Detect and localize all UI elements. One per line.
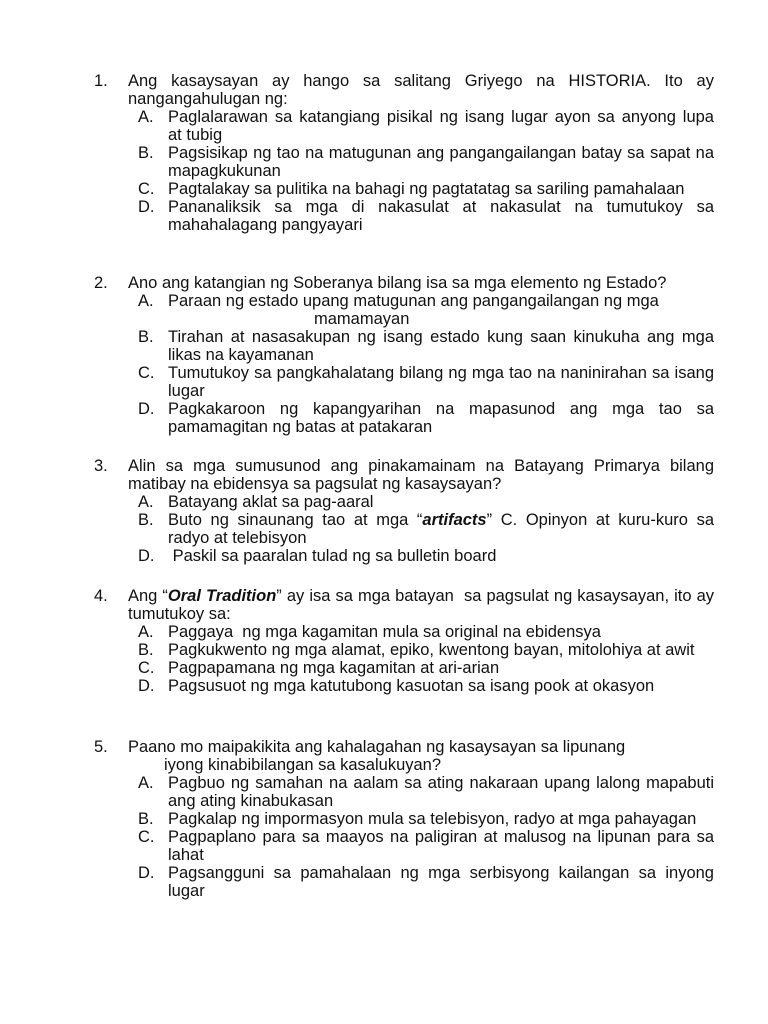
question-stem: Ang kasaysayan ay hango sa salitang Griyego na HISTORIA. Ito ay nangangahulugan ng: (128, 72, 714, 108)
choice-letter: C. (138, 180, 155, 198)
choice-text: Pagpapamana ng mga kagamitan at ari-arian (168, 659, 500, 677)
choice-letter: B. (138, 641, 154, 659)
choice-2a[interactable] (138, 292, 714, 328)
choice-1a[interactable] (138, 108, 751, 144)
choice-text: Pagsusuot ng mga katutubong kasuotan sa isang pook at okasyon (168, 677, 655, 695)
question-number: 4. (94, 587, 108, 605)
choice-2d[interactable] (138, 400, 714, 436)
choice-1b[interactable] (138, 144, 714, 180)
stem-line: Paano mo maipakikita ang kahalagahan ng kasaysayan sa lipunang (128, 738, 626, 756)
choice-1d[interactable] (138, 198, 714, 234)
choice-letter: D. (138, 400, 155, 418)
choice-letter: A. (138, 774, 154, 792)
choice-letter: D. (138, 547, 155, 565)
choice-4a[interactable] (138, 623, 714, 641)
choice-letter: B. (138, 328, 154, 346)
choice-text: Pagsisikap ng tao na matugunan ang pangangailangan batay sa sapat na mapagkukunan (168, 144, 714, 180)
choice-text-line: mamamayan (314, 310, 410, 328)
choice-letter: D. (138, 864, 155, 882)
choice-text: Pagsangguni sa pamahalaan ng mga serbisyong kailangan sa inyong lugar (168, 864, 714, 900)
choice-letter: A. (138, 623, 154, 641)
choice-5a[interactable] (138, 774, 714, 810)
question-2 (94, 274, 751, 436)
choice-text (168, 292, 714, 328)
question-4 (94, 587, 719, 695)
question-stem: Alin sa mga sumusunod ang pinakamainam na Batayang Primarya bilang matibay na ebidensya sa pagsulat ng kasaysayan? (128, 457, 714, 493)
choice-2b[interactable] (138, 328, 751, 364)
choice-text (168, 511, 714, 547)
choice-text: Pagpaplano para sa maayos na paligiran at malusog na lipunan para sa lahat (168, 828, 714, 864)
question-number: 3. (94, 457, 108, 475)
choice-letter: C. (138, 659, 155, 677)
choice-letter: B. (138, 511, 154, 529)
choice-5c[interactable] (138, 828, 714, 864)
choice-text: Tirahan at nasasakupan ng isang estado kung saan kinukuha ang mga likas na kayamanan (168, 328, 751, 364)
choice-text: Paggaya ng mga kagamitan mula sa original na ebidensya (168, 623, 601, 641)
choice-letter: A. (138, 493, 154, 511)
choice-4c[interactable] (138, 659, 714, 677)
choice-letter: A. (138, 108, 154, 126)
choice-2c[interactable] (138, 364, 714, 400)
question-stem (128, 587, 719, 623)
stem-post: ” ay isa sa mga batayan sa pagsulat ng kasaysayan, ito ay tumutukoy sa: (128, 587, 719, 623)
choice-text-emphasis: artifacts (422, 511, 487, 529)
choice-text: Pagkalap ng impormasyon mula sa telebisyon, radyo at mga pahayagan (168, 810, 697, 828)
choice-4b[interactable] (138, 641, 714, 659)
choice-text: Tumutukoy sa pangkahalatang bilang ng mga tao na naninirahan sa isang lugar (168, 364, 714, 400)
choice-3d[interactable] (138, 547, 714, 565)
choice-3b[interactable] (138, 511, 714, 547)
choice-text-line: Paraan ng estado upang matugunan ang pangangailangan ng mga (168, 292, 659, 310)
choice-5d[interactable] (138, 864, 714, 900)
choice-1c[interactable] (138, 180, 714, 198)
choice-text: Pagkukwento ng mga alamat, epiko, kwentong bayan, mitolohiya at awit (168, 641, 695, 659)
stem-pre: Ang “ (128, 587, 168, 605)
choice-letter: B. (138, 810, 154, 828)
choice-text: Pagtalakay sa pulitika na bahagi ng pagtatatag sa sariling pamahalaan (168, 180, 685, 198)
choice-letter: A. (138, 292, 154, 310)
choice-text-pre: Buto ng sinaunang tao at mga “ (168, 511, 423, 529)
choice-5b[interactable] (138, 810, 714, 828)
choice-text: Paskil sa paaralan tulad ng sa bulletin board (168, 547, 497, 565)
question-number: 2. (94, 274, 108, 292)
choice-text: Paglalarawan sa katangiang pisikal ng isang lugar ayon sa anyong lupa at tubig (168, 108, 751, 144)
choice-letter: C. (138, 828, 155, 846)
choice-text: Pananaliksik sa mga di nakasulat at nakasulat na tumutukoy sa mahahalagang pangyayari (168, 198, 714, 234)
choice-letter: D. (138, 677, 155, 695)
choice-letter: B. (138, 144, 154, 162)
question-number: 1. (94, 72, 108, 90)
choice-letter: D. (138, 198, 155, 216)
choice-text: Pagkakaroon ng kapangyarihan na mapasunod ang mga tao sa pamamagitan ng batas at patakaran (168, 400, 714, 436)
choice-3a[interactable] (138, 493, 714, 511)
question-1 (94, 72, 751, 234)
stem-emphasis: Oral Tradition (167, 587, 277, 605)
question-stem: Ano ang katangian ng Soberanya bilang isa sa mga elemento ng Estado? (128, 274, 667, 292)
choice-text: Batayang aklat sa pag-aaral (168, 493, 374, 511)
question-5 (94, 738, 714, 900)
question-stem (128, 738, 714, 774)
question-number: 5. (94, 738, 108, 756)
question-3 (94, 457, 714, 565)
choice-4d[interactable] (138, 677, 714, 695)
choice-text: Pagbuo ng samahan na aalam sa ating nakaraan upang lalong mapabuti ang ating kinabukasan (168, 774, 714, 810)
stem-line: iyong kinabibilangan sa kasalukuyan? (164, 756, 442, 774)
choice-letter: C. (138, 364, 155, 382)
choice-text-post: ” C. Opinyon at kuru-kuro sa radyo at telebisyon (168, 511, 714, 547)
